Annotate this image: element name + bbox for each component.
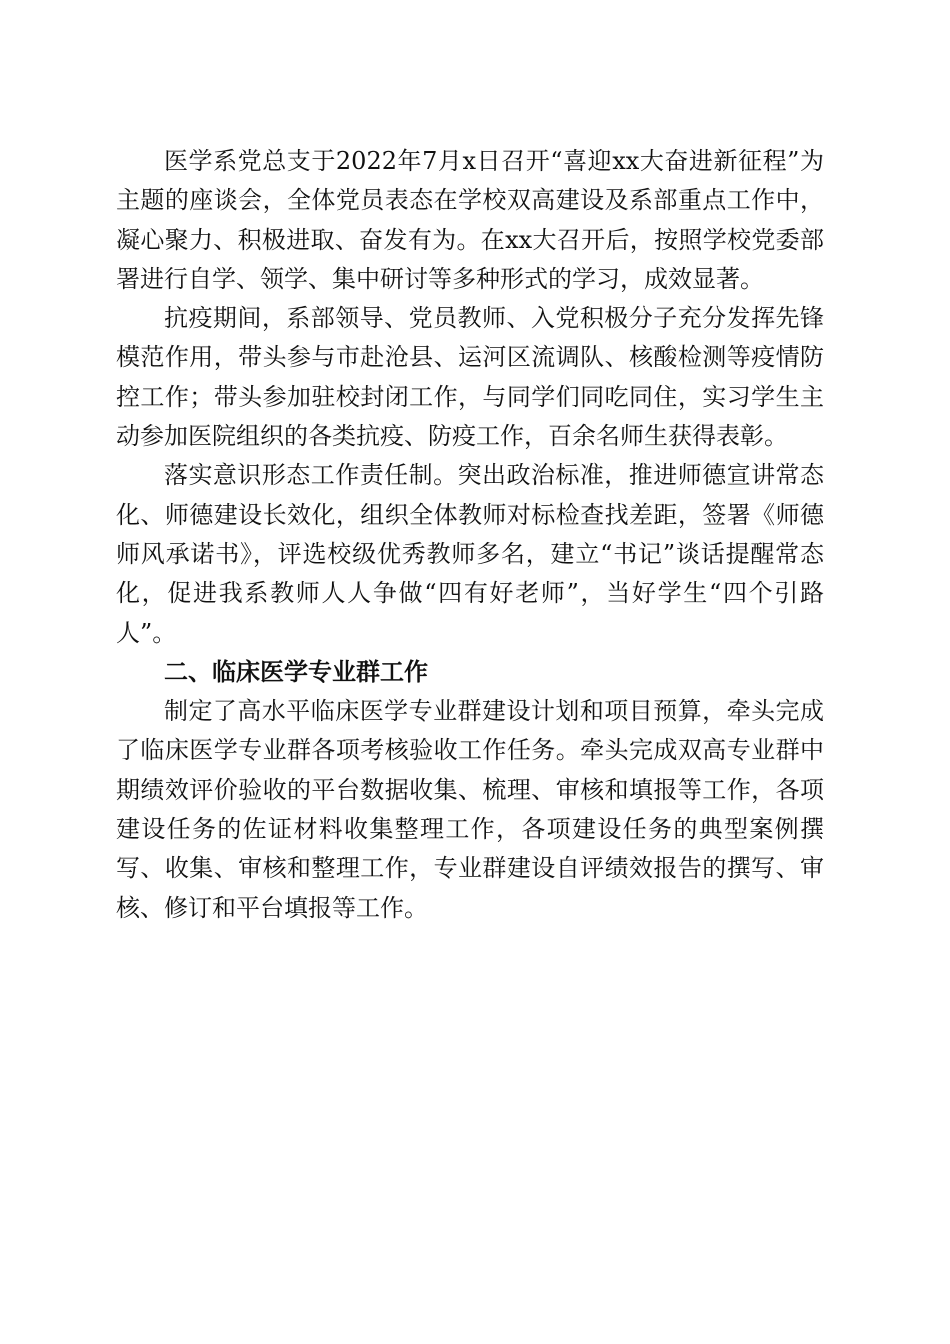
document-body — [116, 142, 824, 928]
paragraph-clinical-medicine-group: 制定了高水平临床医学专业群建设计划和项目预算，牵头完成了临床医学专业群各项考核验收工作任务。牵头完成双高专业群中期绩效评价验收的平台数据收集、梳理、审核和填报等工作，各项建设任务的佐证材料收集整理工作，各项建设任务的典型案例撰写、收集、审核和整理工作，专业群建设自评绩效报告的撰写、审核、修订和平台填报等工作。 — [116, 697, 824, 922]
paragraph-party-forum: 医学系党总支于2022年7月x日召开“喜迎xx大奋进新征程”为主题的座谈会，全体党员表态在学校双高建设及系部重点工作中，凝心聚力、积极进取、奋发有为。在xx大召开后，按照学校党委部署进行自学、领学、集中研讨等多种形式的学习，成效显著。 — [116, 147, 824, 293]
paragraph-epidemic-work: 抗疫期间，系部领导、党员教师、入党积极分子充分发挥先锋模范作用，带头参与市赴沧县、运河区流调队、核酸检测等疫情防控工作；带头参加驻校封闭工作，与同学们同吃同住，实习学生主动参加医院组织的各类抗疫、防疫工作，百余名师生获得表彰。 — [116, 304, 824, 451]
section-heading: 二、临床医学专业群工作 — [164, 657, 428, 686]
paragraph-ideology-responsibility: 落实意识形态工作责任制。突出政治标准，推进师德宣讲常态化、师德建设长效化，组织全体教师对标检查找差距，签署《师德师风承诺书》，评选校级优秀教师多名，建立“书记”谈话提醒常态化，促进我系教师人人争做“四有好老师”，当好学生“四个引路人”。 — [116, 461, 824, 647]
